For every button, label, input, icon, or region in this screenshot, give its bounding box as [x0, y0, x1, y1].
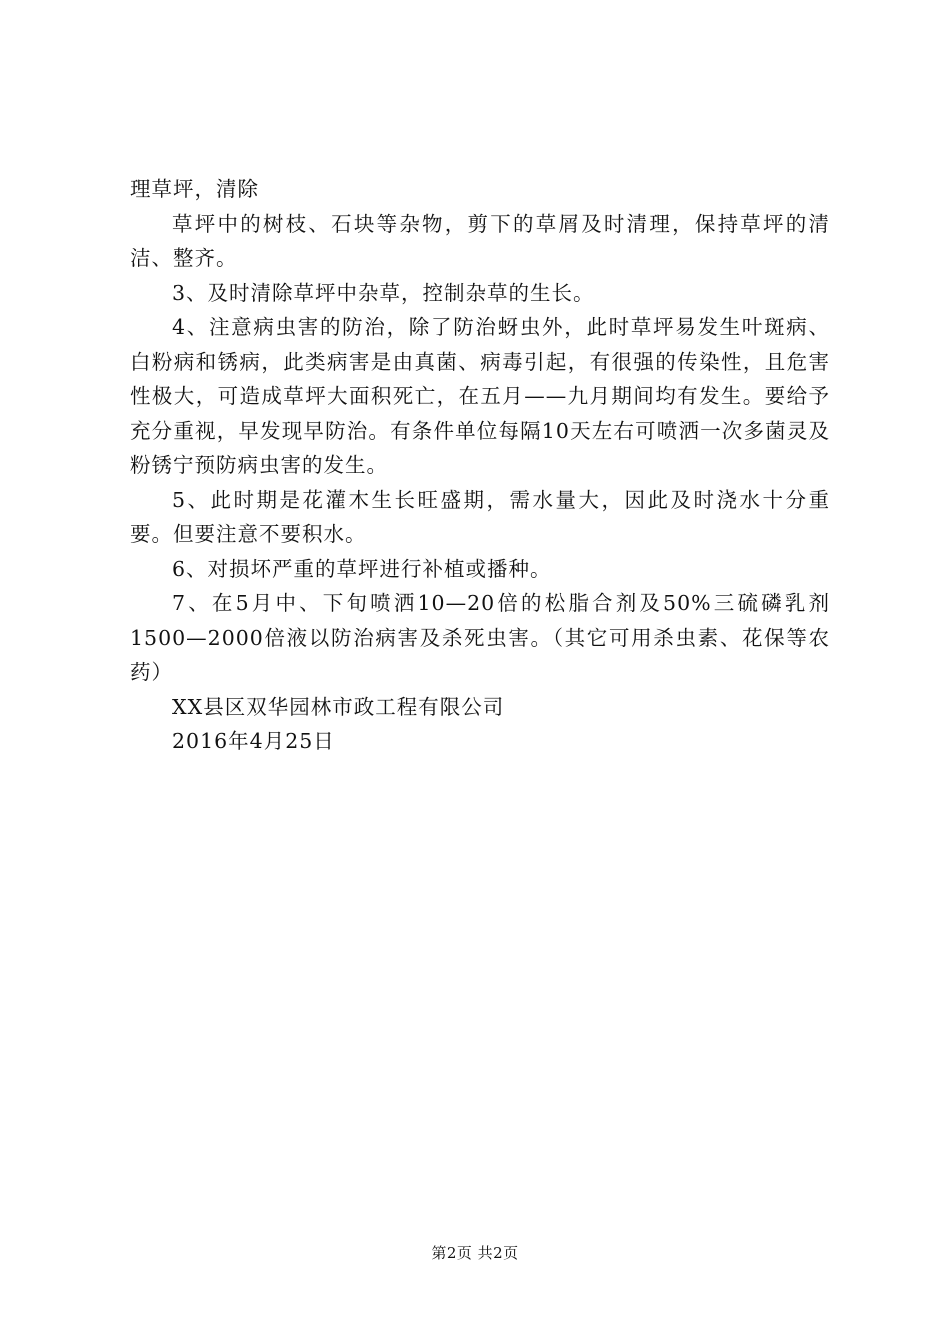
- paragraph-item-7: 7、在5月中、下旬喷洒10—20倍的松脂合剂及50%三硫磷乳剂1500—2000倍液以防治病害及杀死虫害。（其它可用杀虫素、花保等农药）: [130, 591, 830, 684]
- paragraph-clear-debris: 草坪中的树枝、石块等杂物，剪下的草屑及时清理，保持草坪的清洁、整齐。: [130, 211, 830, 270]
- paragraph-continuation: 理草坪，清除: [130, 177, 259, 201]
- paragraph-item-3: 3、及时清除草坪中杂草，控制杂草的生长。: [172, 280, 595, 305]
- page-number-label: 第2页 共2页: [431, 1244, 519, 1262]
- paragraph-item-5: 5、此时期是花灌木生长旺盛期，需水量大，因此及时浇水十分重要。但要注意不要积水。: [130, 487, 830, 546]
- paragraph-item-4: 4、注意病虫害的防治，除了防治蚜虫外，此时草坪易发生叶斑病、白粉病和锈病，此类病害是由真菌、病毒引起，有很强的传染性，且危害性极大，可造成草坪大面积死亡，在五月——九月期间均有发生。要给予充分重视，早发现早防治。有条件单位每隔10天左右可喷洒一次多菌灵及粉锈宁预防病虫害的发生。: [130, 315, 830, 477]
- signature-date: 2016年4月25日: [172, 729, 335, 753]
- company-signature: XX县区双华园林市政工程有限公司: [172, 694, 505, 719]
- paragraph-item-6: 6、对损坏严重的草坪进行补植或播种。: [172, 556, 552, 581]
- document-body: [130, 172, 830, 759]
- page-footer: [0, 1243, 950, 1263]
